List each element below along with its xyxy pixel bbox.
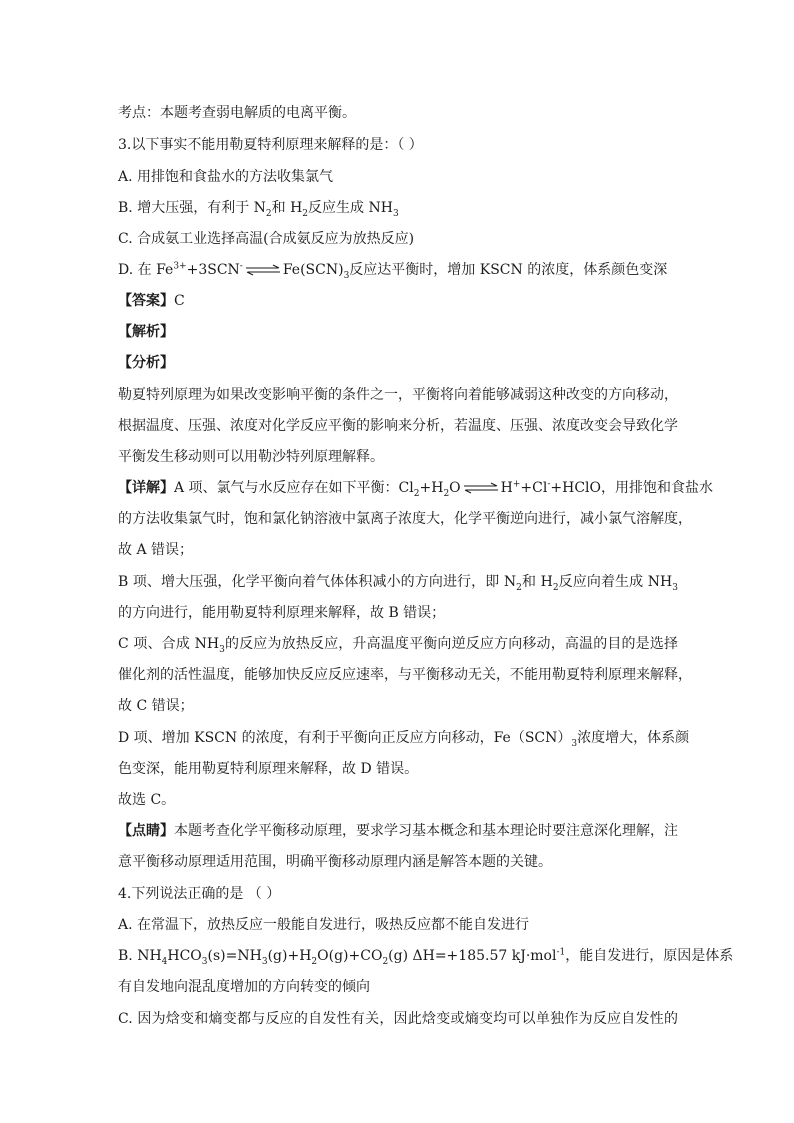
q3-xiangjie-a-line-1: 【详解】A 项、氯气与水反应存在如下平衡：$Cl_2+H_2O$ H++Cl-+HClO，用排饱和食盐水	[118, 479, 713, 499]
q3-option-c: C. 合成氨工业选择高温(合成氨反应为放热反应)	[118, 231, 415, 247]
q3-stem: 3.以下事实不能用勒夏特利原理来解释的是：（ ）	[118, 137, 423, 153]
q3-fenxi-line-3: 平衡发生移动则可以用勒沙特列原理解释。	[118, 449, 384, 465]
q3-xiangjie-b-line-2: 的方向进行，能用勒夏特利原理来解释，故 B 错误；	[118, 605, 446, 621]
q3-xiangjie-c-line-3: 故 C 错误；	[118, 698, 194, 714]
q3-xiangjie-c-line-2: 催化剂的活性温度，能够加快反应反应速率，与平衡移动无关，不能用勒夏特利原理来解释，	[118, 667, 692, 683]
q3-option-d: D. 在 $Fe^{3+}+3SCN^-$ $Fe(SCN)_3$反应达平衡时，增加 KSCN 的浓度，体系颜色变深	[118, 261, 668, 281]
kaodian-line: 考点：本题考查弱电解质的电离平衡。	[118, 105, 356, 121]
q3-option-b: B. 增大压强，有利于 $N_2$和 $H_2$反应生成 $NH_3$	[118, 200, 399, 219]
equilibrium-arrow-icon	[463, 483, 499, 493]
q3-fenxi-line-2: 根据温度、压强、浓度对化学反应平衡的影响来分析，若温度、压强、浓度改变会导致化学	[118, 418, 678, 434]
q3-option-a: A. 用排饱和食盐水的方法收集氯气	[118, 169, 334, 185]
q3-xiangjie-c-line-1: C 项、合成 $NH_3$的反应为放热反应，升高温度平衡向逆反应方向移动，高温的目的是选择	[118, 636, 679, 655]
q4-stem: 4.下列说法正确的是 （ ）	[118, 886, 281, 902]
q3-xiangjie-a-line-2: 的方法收集氯气时，饱和氯化钠溶液中氯离子浓度大，化学平衡逆向进行，减小氯气溶解度，	[118, 511, 692, 527]
q3-guxuan: 故选 C。	[118, 792, 176, 808]
q4-option-b-line-2: 有自发地向混乱度增加的方向转变的倾向	[118, 979, 370, 995]
q4-option-c: C. 因为焓变和熵变都与反应的自发性有关，因此焓变或熵变均可以单独作为反应自发性的	[118, 1011, 678, 1027]
q3-xiangjie-b-line-1: B 项、增大压强，化学平衡向着气体体积减小的方向进行，即 $N_2$和 $H_2$反应向着生成 $NH_3$	[118, 574, 678, 593]
q3-xiangjie-a-line-3: 故 A 错误；	[118, 542, 194, 558]
q4-option-a: A. 在常温下，放热反应一般能自发进行，吸热反应都不能自发进行	[118, 917, 530, 933]
q3-answer: 【答案】C	[118, 293, 185, 309]
q3-dianjing-line-1: 【点睛】本题考查化学平衡移动原理，要求学习基本概念和基本理论时要注意深化理解，注	[118, 823, 678, 839]
q4-option-b-line-1: B. $NH_4HCO_3(s)=NH_3(g)+H_2O(g)+CO_2(g)$ ΔH=+185.57 kJ·mol$^{-1}$，能自发进行，原因是体系	[118, 947, 734, 967]
equilibrium-arrow-icon	[245, 265, 281, 275]
q3-xiangjie-d-line-2: 色变深，能用勒夏特利原理来解释，故 D 错误。	[118, 761, 419, 777]
q3-jiexi-label: 【解析】	[118, 324, 174, 340]
q3-dianjing-line-2: 意平衡移动原理适用范围，明确平衡移动原理内涵是解答本题的关键。	[118, 854, 552, 870]
q3-fenxi-line-1: 勒夏特列原理为如果改变影响平衡的条件之一，平衡将向着能够减弱这种改变的方向移动，	[118, 387, 678, 403]
q3-fenxi-label: 【分析】	[118, 355, 174, 371]
q3-xiangjie-d-line-1: D 项、增加 KSCN 的浓度，有利于平衡向正反应方向移动，$Fe(SCN)_3$浓度增大，体系颜	[118, 730, 690, 749]
